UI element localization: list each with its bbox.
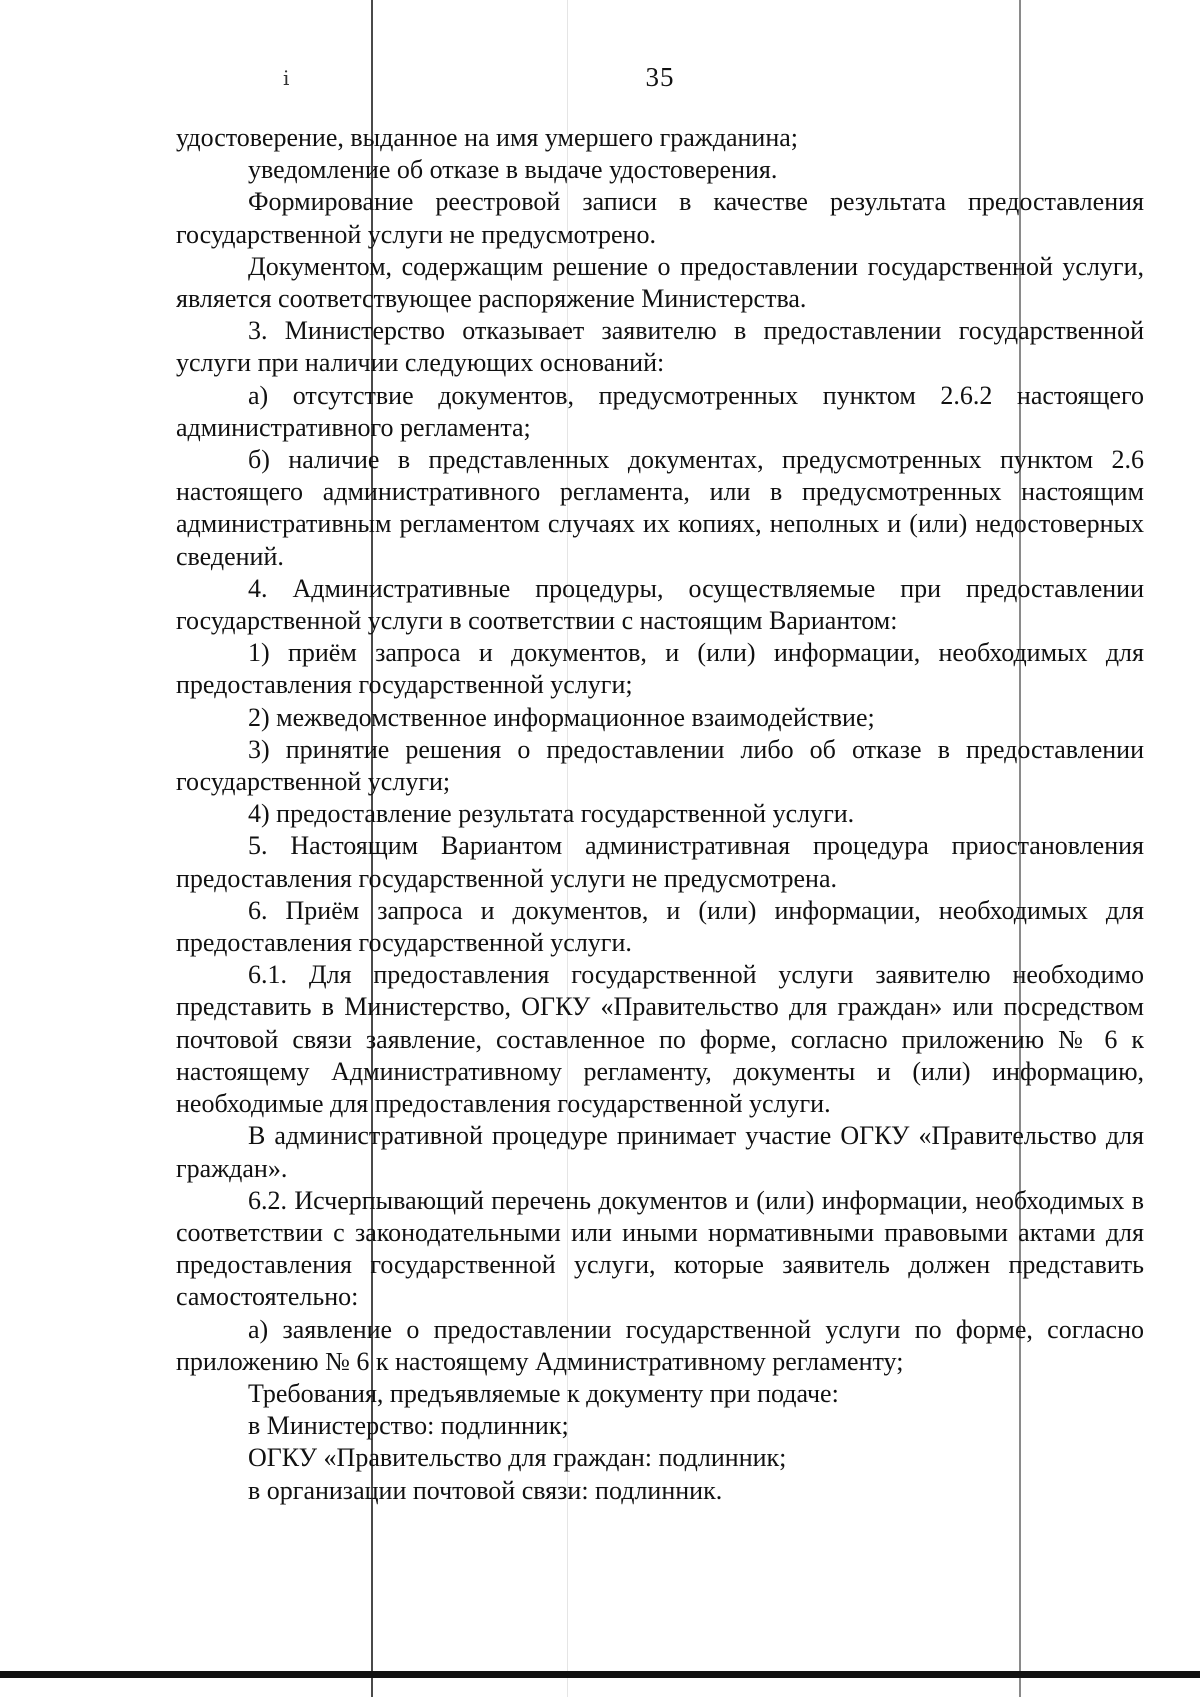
paragraph: Требования, предъявляемые к документу при подаче: [248,1378,839,1408]
paragraph: 6. Приём запроса и документов, и (или) информации, необходимых для предоставления государственной услуги. [176,895,1144,958]
page-number: 35 [645,62,675,92]
paragraph: б) наличие в представленных документах, предусмотренных пунктом 2.6 настоящего административного регламента, или в предусмотренных настоящим административным регламентом случаях их копиях, неполных и (или) недостоверных сведений. [176,445,1144,571]
paragraph: В административной процедуре принимает участие ОГКУ «Правительство для граждан». [176,1121,1144,1183]
paragraph: а) заявление о предоставлении государственной услуги по форме, согласно приложению № 6 к настоящему Административному регламенту; [176,1314,1144,1376]
paragraph: ОГКУ «Правительство для граждан: подлинник; [248,1443,787,1473]
document-body [176,122,1144,1507]
paragraph: в организации почтовой связи: подлинник. [248,1475,723,1505]
scan-bottom-edge [0,1671,1200,1678]
paragraph: 6.2. Исчерпывающий перечень документов и (или) информации, необходимых в соответствии с законодательными или иными нормативными правовыми актами для предоставления государственной услуги, которые заявитель должен представить самостоятельно: [176,1185,1144,1312]
paragraph: а) отсутствие документов, предусмотренных пунктом 2.6.2 настоящего административного регламента; [176,380,1144,442]
paragraph: 3. Министерство отказывает заявителю в предоставлении государственной услуги при наличии следующих оснований: [176,316,1144,378]
paragraph: уведомление об отказе в выдаче удостоверения. [248,155,778,185]
paragraph: 3) принятие решения о предоставлении либо об отказе в предоставлении государственной услуги; [176,734,1144,797]
paragraph: Документом, содержащим решение о предоставлении государственной услуги, является соответствующее распоряжение Министерства. [176,251,1144,314]
paragraph: 1) приём запроса и документов, и (или) информации, необходимых для предоставления государственной услуги; [176,638,1144,700]
paragraph: 4. Административные процедуры, осуществляемые при предоставлении государственной услуги в соответствии с настоящим Вариантом: [176,573,1144,636]
scan-mark: ⅰ [283,68,290,90]
paragraph: в Министерство: подлинник; [248,1411,569,1441]
paragraph: 2) межведомственное информационное взаимодействие; [248,702,875,732]
paragraph: 5. Настоящим Вариантом административная процедура приостановления предоставления государственной услуги не предусмотрена. [176,831,1144,893]
paragraph: удостоверение, выданное на имя умершего гражданина; [176,123,799,152]
paragraph: 4) предоставление результата государственной услуги. [248,799,855,829]
paragraph: Формирование реестровой записи в качестве результата предоставления государственной услуги не предусмотрено. [176,187,1144,249]
paragraph: 6.1. Для предоставления государственной услуги заявителю необходимо представить в Министерство, ОГКУ «Правительство для граждан» или посредством почтовой связи заявление, составленное по форме, согласно приложению № 6 к настоящему Административному регламенту, документы и (или) информацию, необходимые для предоставления государственной услуги. [176,960,1144,1119]
